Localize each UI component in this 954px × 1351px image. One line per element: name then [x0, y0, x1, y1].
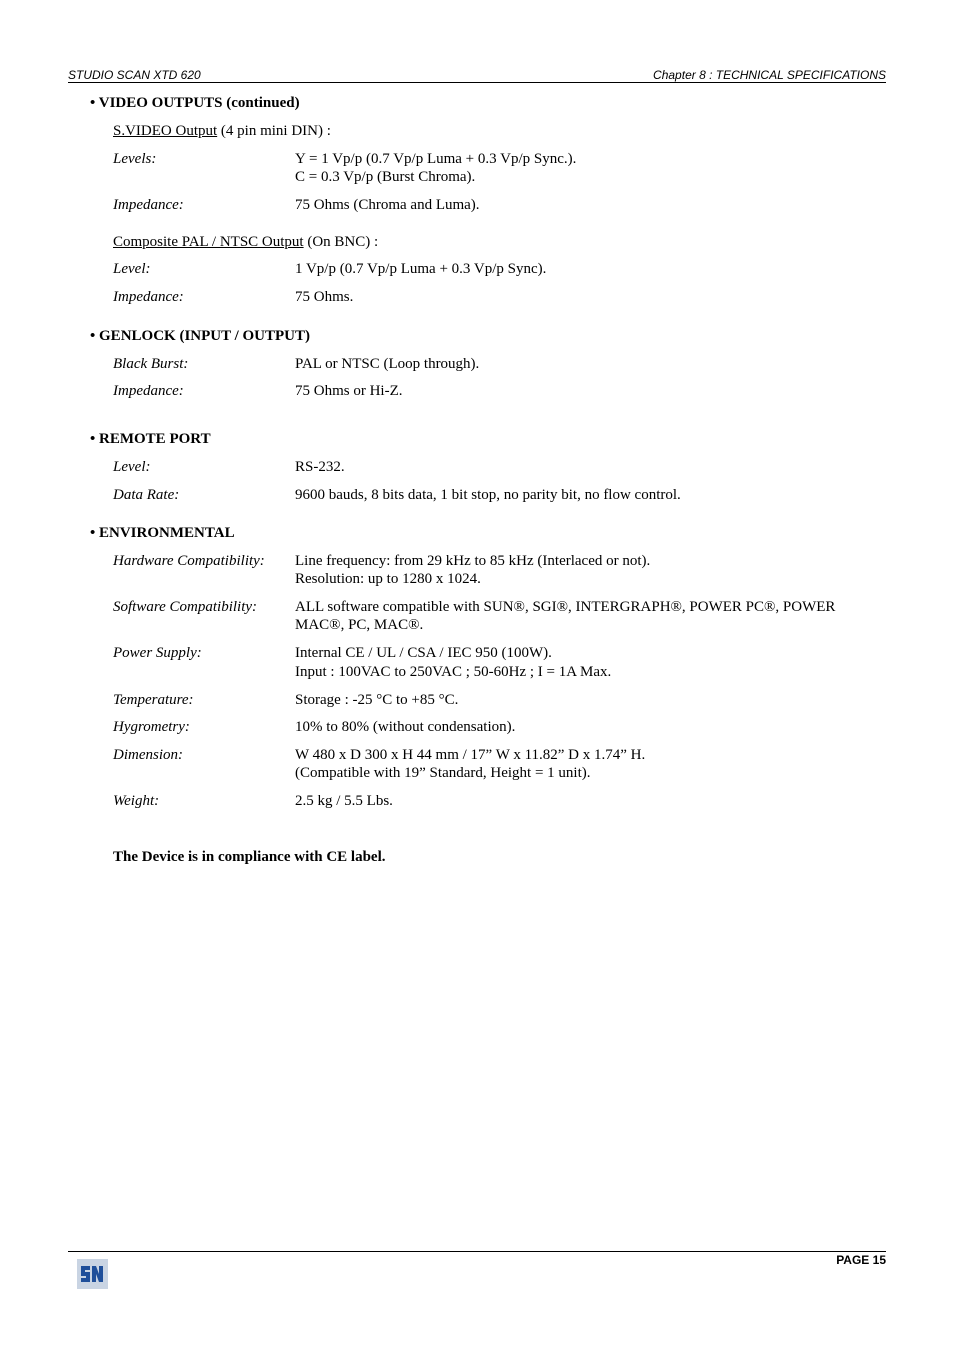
- page-header: [68, 68, 886, 83]
- composite-heading: Composite PAL / NTSC Output (On BNC) :: [113, 234, 379, 250]
- env-power-line2: Input : 100VAC to 250VAC ; 50-60Hz ; I = 1A Max.: [295, 664, 612, 680]
- page-number: PAGE 15: [836, 1253, 886, 1267]
- env-temperature-label: Temperature:: [113, 692, 194, 708]
- composite-impedance-label: Impedance:: [113, 289, 184, 305]
- env-power-label: Power Supply:: [113, 645, 202, 661]
- header-chapter-title: Chapter 8 : TECHNICAL SPECIFICATIONS: [653, 68, 886, 82]
- env-software-line2: MAC®, PC, MAC®.: [295, 617, 424, 633]
- env-dimension-line1: W 480 x D 300 x H 44 mm / 17” W x 11.82” D x 1.74” H.: [295, 747, 646, 763]
- composite-level-value: 1 Vp/p (0.7 Vp/p Luma + 0.3 Vp/p Sync).: [295, 261, 547, 277]
- env-hardware-label: Hardware Compatibility:: [113, 553, 265, 569]
- compliance-statement: The Device is in compliance with CE label.: [113, 849, 386, 865]
- genlock-impedance-label: Impedance:: [113, 383, 184, 399]
- svideo-heading: S.VIDEO Output (4 pin mini DIN) :: [113, 123, 331, 139]
- env-weight-label: Weight:: [113, 793, 160, 809]
- env-hardware-line1: Line frequency: from 29 kHz to 85 kHz (Interlaced or not).: [295, 553, 651, 569]
- env-power-line1: Internal CE / UL / CSA / IEC 950 (100W).: [295, 645, 552, 661]
- env-dimension-label: Dimension:: [113, 747, 183, 763]
- svideo-impedance-label: Impedance:: [113, 197, 184, 213]
- remote-level-value: RS-232.: [295, 459, 345, 475]
- svideo-impedance-value: 75 Ohms (Chroma and Luma).: [295, 197, 480, 213]
- genlock-black-burst-value: PAL or NTSC (Loop through).: [295, 356, 480, 372]
- svideo-levels-line2: C = 0.3 Vp/p (Burst Chroma).: [295, 169, 476, 185]
- header-product-name: STUDIO SCAN XTD 620: [68, 68, 201, 82]
- company-logo-icon: [77, 1259, 108, 1289]
- section-remote-port: • REMOTE PORT: [90, 431, 211, 447]
- remote-rate-value: 9600 bauds, 8 bits data, 1 bit stop, no parity bit, no flow control.: [295, 487, 681, 503]
- section-genlock: • GENLOCK (INPUT / OUTPUT): [90, 328, 311, 344]
- env-temperature-value: Storage : -25 °C to +85 °C.: [295, 692, 459, 708]
- env-software-label: Software Compatibility:: [113, 599, 258, 615]
- composite-impedance-value: 75 Ohms.: [295, 289, 354, 305]
- footer-rule: [68, 1251, 886, 1252]
- env-hardware-line2: Resolution: up to 1280 x 1024.: [295, 571, 481, 587]
- svideo-levels-line1: Y = 1 Vp/p (0.7 Vp/p Luma + 0.3 Vp/p Sync.).: [295, 151, 577, 167]
- env-weight-value: 2.5 kg / 5.5 Lbs.: [295, 793, 393, 809]
- section-video-outputs: • VIDEO OUTPUTS (continued): [90, 95, 300, 111]
- svideo-levels-label: Levels:: [113, 151, 157, 167]
- remote-rate-label: Data Rate:: [113, 487, 180, 503]
- env-hygrometry-value: 10% to 80% (without condensation).: [295, 719, 516, 735]
- genlock-impedance-value: 75 Ohms or Hi-Z.: [295, 383, 403, 399]
- genlock-black-burst-label: Black Burst:: [113, 356, 189, 372]
- section-environmental: • ENVIRONMENTAL: [90, 525, 235, 541]
- env-software-line1: ALL software compatible with SUN®, SGI®, INTERGRAPH®, POWER PC®, POWER: [295, 599, 836, 615]
- env-hygrometry-label: Hygrometry:: [113, 719, 190, 735]
- env-dimension-line2: (Compatible with 19” Standard, Height = 1 unit).: [295, 765, 591, 781]
- remote-level-label: Level:: [113, 459, 151, 475]
- composite-level-label: Level:: [113, 261, 151, 277]
